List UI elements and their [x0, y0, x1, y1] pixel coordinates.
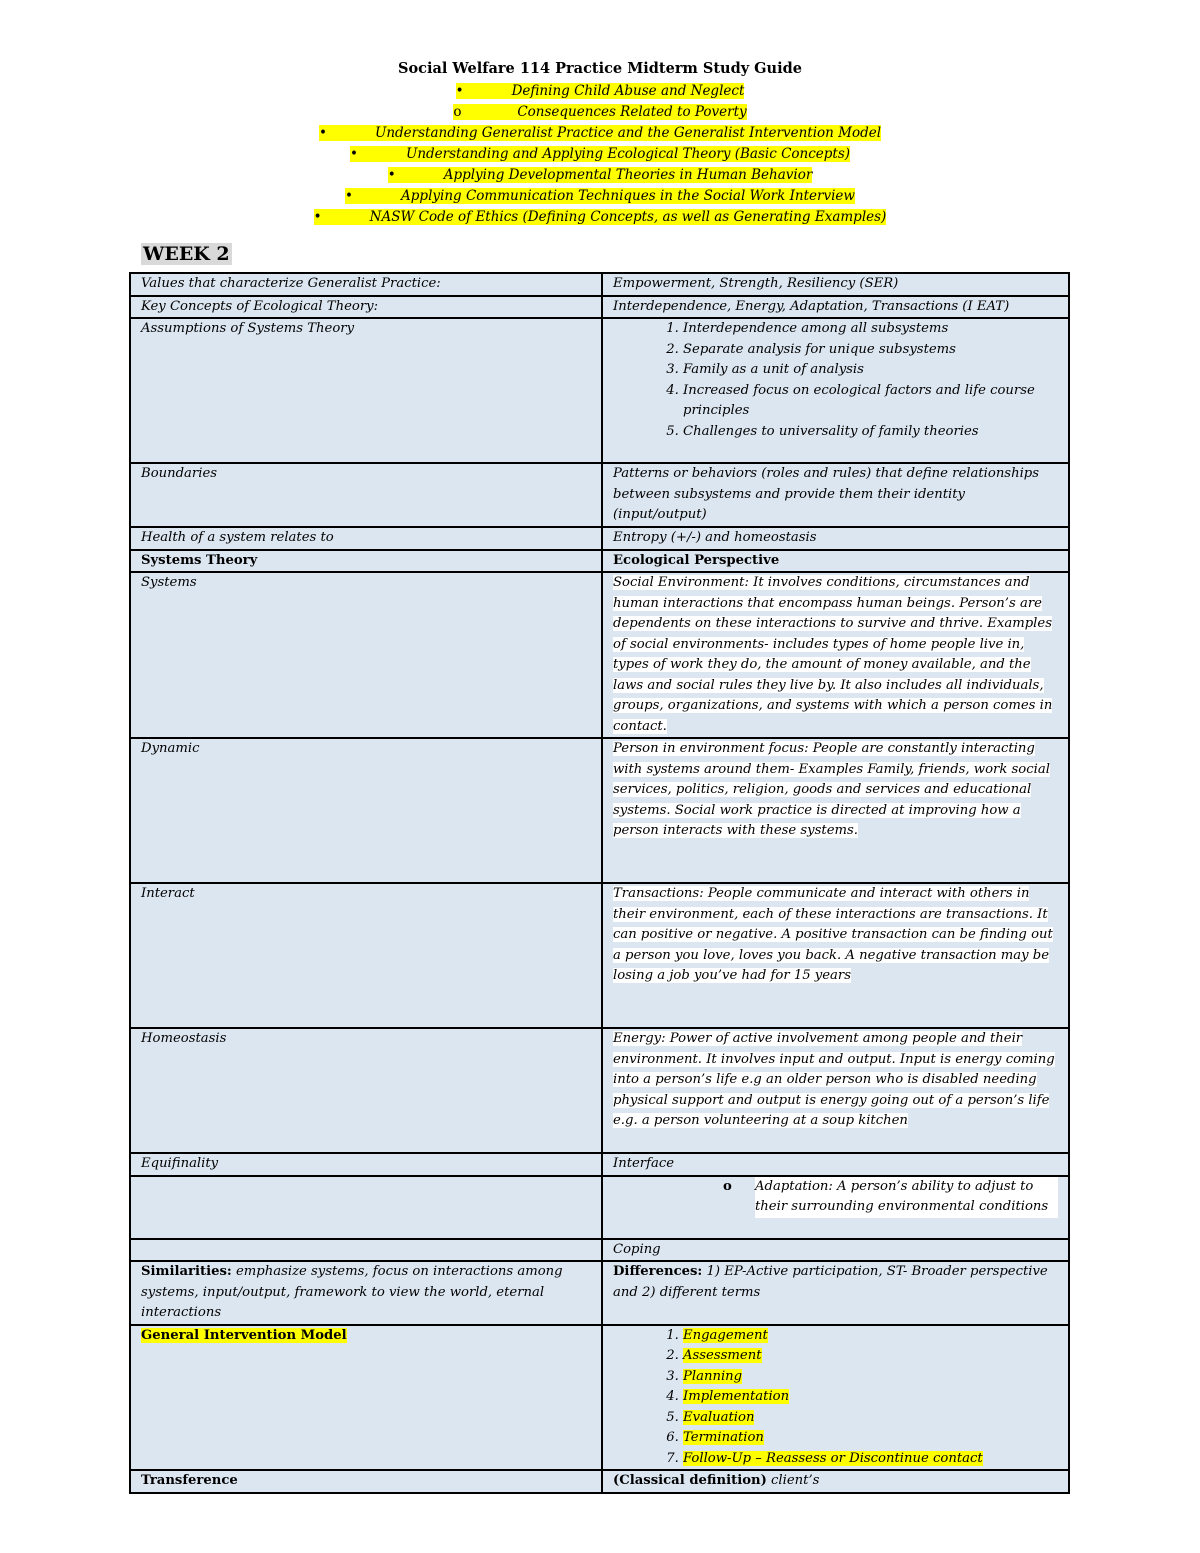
- list-item: 5. Challenges to universality of family theories: [683, 422, 1058, 443]
- column-header-systems-theory: Systems Theory: [130, 550, 602, 573]
- row-label: [130, 1239, 602, 1262]
- row-value: Energy: Power of active involvement among people and their environment. It involves input and output. Input is energy coming into a person’s life e.g an older person who is disabled needing physical support and output is energy going out of a person’s life e.g. a person volunteering at a soup kitchen: [602, 1028, 1069, 1153]
- topic-item: • Applying Communication Techniques in the Social Work Interview: [0, 186, 1200, 207]
- bullet-icon: o: [723, 1178, 732, 1194]
- bullet-icon: •: [345, 188, 353, 204]
- gim-steps-list: [613, 1326, 1058, 1470]
- table-row: [130, 273, 1069, 296]
- differences-cell: Differences: 1) EP-Active participation, ST- Broader perspective and 2) different terms: [602, 1261, 1069, 1325]
- row-value: (Classical definition) client’s: [602, 1470, 1069, 1493]
- row-value: Empowerment, Strength, Resiliency (SER): [602, 273, 1069, 296]
- row-label: Boundaries: [130, 463, 602, 527]
- list-item: 3. Family as a unit of analysis: [683, 360, 1058, 381]
- row-value: Interface: [602, 1153, 1069, 1176]
- table-row: [130, 527, 1069, 550]
- table-row: [130, 883, 1069, 1028]
- list-item: 7. Follow-Up – Reassess or Discontinue contact: [683, 1449, 1058, 1470]
- list-item: 5. Evaluation: [683, 1408, 1058, 1429]
- row-label: Health of a system relates to: [130, 527, 602, 550]
- row-value: Patterns or behaviors (roles and rules) that define relationships between subsystems and provide them their identity (input/output): [602, 463, 1069, 527]
- row-value: Transactions: People communicate and interact with others in their environment, each of these interactions are transactions. It can positive or negative. A positive transaction can be finding out a person you love, loves you back. A negative transaction may be losing a job you’ve had for 15 years: [602, 883, 1069, 1028]
- row-value: [602, 318, 1069, 463]
- bullet-icon: •: [387, 167, 396, 183]
- column-header-ecological-perspective: Ecological Perspective: [602, 550, 1069, 573]
- table-row: [130, 738, 1069, 883]
- row-label: Systems: [130, 572, 602, 738]
- row-value: [602, 1325, 1069, 1471]
- assumptions-list: [613, 319, 1058, 442]
- row-label: Homeostasis: [130, 1028, 602, 1153]
- bullet-icon: •: [313, 209, 322, 225]
- list-item: 1. Engagement: [683, 1326, 1058, 1347]
- similarities-cell: Similarities: emphasize systems, focus on interactions among systems, input/output, framework to view the world, eternal interactions: [130, 1261, 602, 1325]
- study-table: [129, 272, 1070, 1494]
- topic-item: • Understanding Generalist Practice and the Generalist Intervention Model: [0, 123, 1200, 144]
- list-item: 2. Assessment: [683, 1346, 1058, 1367]
- row-value: Interdependence, Energy, Adaptation, Transactions (I EAT): [602, 296, 1069, 319]
- row-label: Values that characterize Generalist Practice:: [130, 273, 602, 296]
- week-heading: WEEK 2: [143, 243, 230, 265]
- topic-list: [0, 81, 1200, 228]
- list-item: 6. Termination: [683, 1428, 1058, 1449]
- list-item: 4. Increased focus on ecological factors and life course principles: [683, 381, 1058, 422]
- table-row: [130, 1176, 1069, 1239]
- bullet-icon: •: [455, 83, 464, 99]
- row-value: [602, 1176, 1069, 1239]
- table-row: [130, 463, 1069, 527]
- row-value: Person in environment focus: People are constantly interacting with systems around them- Examples Family, friends, work social services, politics, religion, goods and services and educational systems. Social work practice is directed at improving how a person interacts with these systems.: [602, 738, 1069, 883]
- row-value: Coping: [602, 1239, 1069, 1262]
- list-item: 4. Implementation: [683, 1387, 1058, 1408]
- table-row: [130, 1239, 1069, 1262]
- topic-item: • Understanding and Applying Ecological Theory (Basic Concepts): [0, 144, 1200, 165]
- row-label: Equifinality: [130, 1153, 602, 1176]
- table-row: [130, 572, 1069, 738]
- topic-item: o Consequences Related to Poverty: [0, 102, 1200, 123]
- list-item: 2. Separate analysis for unique subsystems: [683, 340, 1058, 361]
- topic-item: • Defining Child Abuse and Neglect: [0, 81, 1200, 102]
- table-row: [130, 1325, 1069, 1471]
- row-value: Social Environment: It involves conditions, circumstances and human interactions that encompass human beings. Person’s are dependents on these interactions to survive and thrive. Examples of social environments- includes types of home people live in, types of work they do, the amount of money available, and the laws and social rules they live by. It also includes all individuals, groups, organizations, and systems with which a person comes in contact.: [602, 572, 1069, 738]
- row-label: Interact: [130, 883, 602, 1028]
- topic-item: • Applying Developmental Theories in Human Behavior: [0, 165, 1200, 186]
- bullet-icon: o: [453, 104, 462, 120]
- table-row: [130, 550, 1069, 573]
- bullet-icon: •: [318, 125, 327, 141]
- topic-item: • NASW Code of Ethics (Defining Concepts, as well as Generating Examples): [0, 207, 1200, 228]
- row-value: Entropy (+/-) and homeostasis: [602, 527, 1069, 550]
- row-label: Assumptions of Systems Theory: [130, 318, 602, 463]
- row-label: Transference: [130, 1470, 602, 1493]
- bullet-icon: •: [349, 146, 358, 162]
- table-row: [130, 296, 1069, 319]
- table-row: [130, 1153, 1069, 1176]
- row-label: Dynamic: [130, 738, 602, 883]
- adaptation-item: o Adaptation: A person’s ability to adjust to their surrounding environmental conditions: [613, 1177, 1058, 1218]
- table-row: [130, 1261, 1069, 1325]
- table-row: [130, 1028, 1069, 1153]
- row-label: General Intervention Model: [130, 1325, 602, 1471]
- row-label: Key Concepts of Ecological Theory:: [130, 296, 602, 319]
- list-item: 1. Interdependence among all subsystems: [683, 319, 1058, 340]
- table-row: [130, 318, 1069, 463]
- row-label: [130, 1176, 602, 1239]
- table-row: [130, 1470, 1069, 1493]
- list-item: 3. Planning: [683, 1367, 1058, 1388]
- page-title: Social Welfare 114 Practice Midterm Study Guide: [398, 60, 802, 77]
